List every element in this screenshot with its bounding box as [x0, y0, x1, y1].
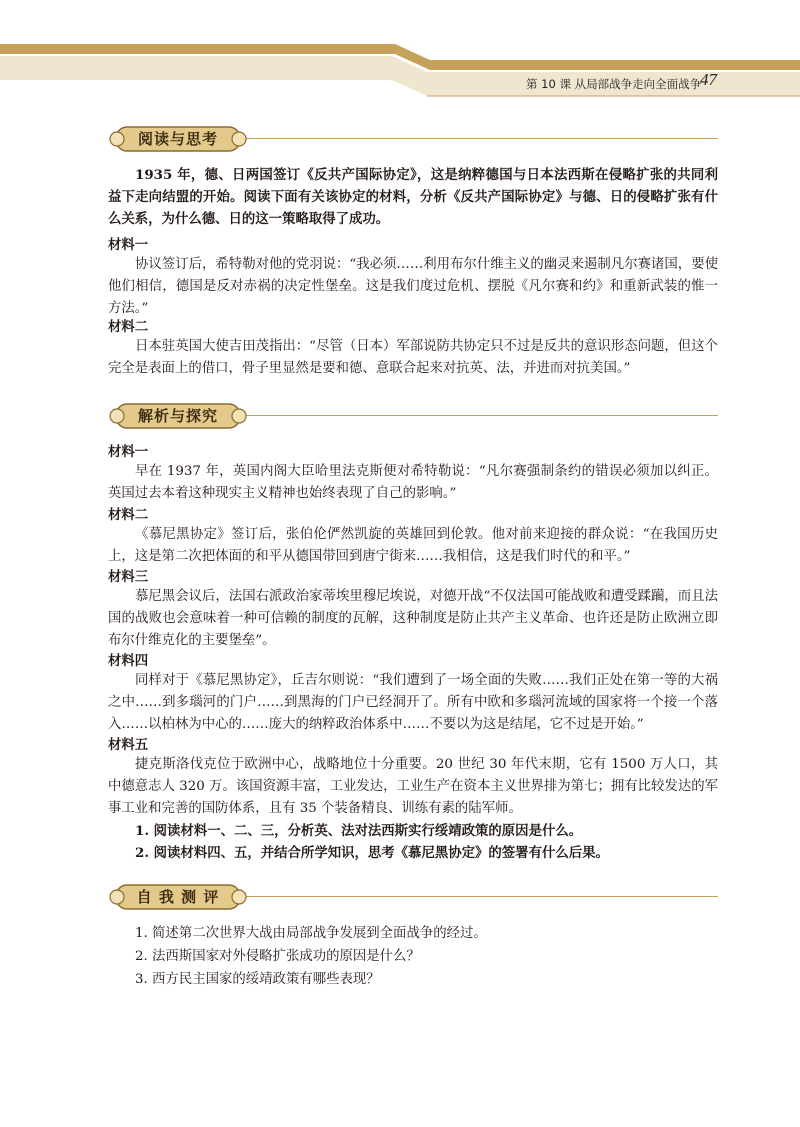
material-text: 慕尼黑会议后，法国右派政治家蒂埃里穆尼埃说，对德开战“不仅法国可能战败和遭受蹂躏，而且法国的战败也会意味着一种可信赖的制度的瓦解，这种制度是防止共产主义革命、也许还是防止欧洲立即布尔什维克化的主要堡垒”。	[108, 589, 718, 648]
test-item: 2. 法西斯国家对外侵略扩张成功的原因是什么？	[135, 949, 420, 964]
material-label: 材料一	[108, 237, 149, 253]
section-heading-self-test	[108, 882, 718, 912]
test-item: 1. 简述第二次世界大战由局部战争发展到全面战争的经过。	[135, 926, 487, 941]
material-label: 材料四	[108, 653, 149, 669]
material-text: 日本驻英国大使吉田茂指出：“尽管（日本）军部说防共协定只不过是反共的意识形态问题，但这个完全是表面上的借口，骨子里显然是要和德、意联合起来对抗英、法，并进而对抗美国。”	[108, 339, 718, 376]
section-title-self-test: 自 我 测 评	[136, 888, 220, 906]
test-item: 3. 西方民主国家的绥靖政策有哪些表现？	[135, 972, 380, 987]
material-text: 《慕尼黑协定》签订后，张伯伦俨然凯旋的英雄回到伦敦。他对前来迎接的群众说：“在我国历史上，这是第二次把体面的和平从德国带回到唐宁街来……我相信，这是我们时代的和平。”	[108, 527, 718, 564]
material-label: 材料一	[108, 444, 149, 460]
material-text: 捷克斯洛伐克位于欧洲中心，战略地位十分重要。20 世纪 30 年代末期，它有 1500 万人口，其中德意志人 320 万。该国资源丰富，工业发达，工业生产在资本主义世界排为第七；拥有比较发达的军事工业和完善的国防体系，且有 35 个装备精良、训练有素的陆军师。	[108, 757, 718, 816]
material-label: 材料三	[108, 569, 149, 585]
section-heading-analysis	[108, 401, 718, 431]
question-2: 2. 阅读材料四、五，并结合所学知识，思考《慕尼黑协定》的签署有什么后果。	[135, 845, 609, 861]
chapter-title: 第 10 课 从局部战争走向全面战争	[526, 77, 702, 91]
material-label: 材料二	[108, 319, 149, 335]
material-text: 早在 1937 年，英国内阁大臣哈里法克斯便对希特勒说：“凡尔赛强制条约的错误必须加以纠正。英国过去本着这种现实主义精神也始终表现了自己的影响。”	[108, 464, 718, 501]
material-text: 协议签订后，希特勒对他的党羽说：“我必须……利用布尔什维主义的幽灵来遏制凡尔赛诸国，要使他们相信，德国是反对赤祸的决定性堡垒。这是我们度过危机、摆脱《凡尔赛和约》和重新武装的惟一方法。”	[108, 257, 718, 316]
heading-rule	[238, 415, 718, 416]
material-label: 材料二	[108, 507, 149, 523]
section-heading-reading	[108, 124, 718, 154]
section-title-analysis: 解析与探究	[137, 407, 218, 425]
section-title-reading: 阅读与思考	[137, 130, 218, 148]
material-text: 同样对于《慕尼黑协定》，丘吉尔则说：“我们遭到了一场全面的失败……我们正处在第一等的大祸之中……到多瑙河的门户……到黑海的门户已经洞开了。所有中欧和多瑙河流域的国家将一个接一个落入……以柏林为中心的……庞大的纳粹政治体系中……不要以为这是结尾，它不过是开始。”	[108, 673, 718, 732]
material-label: 材料五	[108, 737, 149, 753]
page-number: 47	[700, 70, 717, 89]
question-1: 1. 阅读材料一、二、三，分析英、法对法西斯实行绥靖政策的原因是什么。	[135, 823, 583, 839]
heading-rule	[238, 896, 718, 897]
reading-intro: 1935 年，德、日两国签订《反共产国际协定》，这是纳粹德国与日本法西斯在侵略扩张的共同利益下走向结盟的开始。阅读下面有关该协定的材料，分析《反共产国际协定》与德、日的侵略扩张有什么关系，为什么德、日的这一策略取得了成功。	[108, 167, 718, 227]
heading-rule	[238, 138, 718, 139]
